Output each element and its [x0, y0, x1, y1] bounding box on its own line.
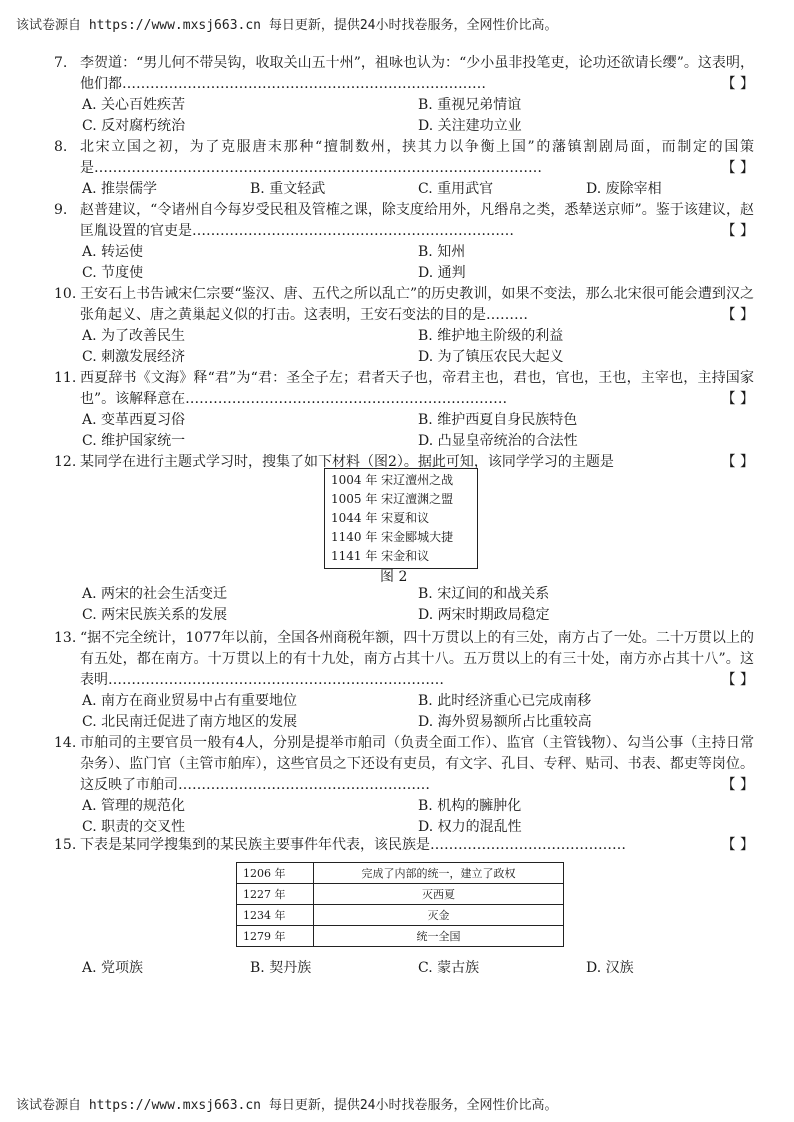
option-c[interactable]: C. 刺激发展经济 [82, 349, 186, 365]
question-10 [54, 284, 754, 368]
table-row [237, 863, 564, 884]
question-number: 10. [54, 286, 77, 302]
question-stem: 北宋立国之初，为了克服唐末那种“擅制数州，挟其力以争衡上国”的藩镇割剧局面，而制定的国策是…………………………………………………………………………………… [80, 139, 754, 176]
table-cell-event: 灭金 [314, 905, 564, 926]
option-c[interactable]: C. 反对腐朽统治 [82, 118, 186, 134]
table-cell-year: 1234 年 [237, 905, 314, 926]
option-b[interactable]: B. 维护西夏自身民族特色 [418, 412, 578, 428]
option-d[interactable]: D. 海外贸易额所占比重较高 [418, 714, 592, 730]
question-stem: 王安石上书告诫宋仁宗要“鉴汉、唐、五代之所以乱亡”的历史教训，如果不变法，那么北宋很可能会遭到汉之张角起义、唐之黄巢起义似的打击。这表明，王安石变法的目的是……… [80, 286, 754, 323]
answer-bracket[interactable]: 【 】 [721, 391, 754, 407]
question-13 [54, 628, 754, 733]
question-11 [54, 368, 754, 452]
table-row [237, 905, 564, 926]
answer-bracket[interactable]: 【 】 [721, 672, 754, 688]
answer-bracket[interactable]: 【 】 [721, 837, 754, 853]
option-b[interactable]: B. 此时经济重心已完成南移 [418, 693, 592, 709]
question-stem: 某同学在进行主题式学习时，搜集了如下材料（图2）。据此可知，该同学学习的主题是 [80, 454, 614, 470]
question-stem: 西夏辞书《文海》释“君”为“君：圣全子左；君者天子也，帝君主也，君也，官也，王也，主宰也，主持国家也”。该解释意在…………………………………………………………… [80, 370, 754, 407]
table-cell-event: 完成了内部的统一，建立了政权 [314, 863, 564, 884]
option-b[interactable]: B. 重文轻武 [250, 181, 326, 197]
question-9 [54, 200, 754, 284]
question-12-options [54, 584, 754, 626]
question-7 [54, 53, 754, 137]
option-d[interactable]: D. 汉族 [586, 960, 634, 976]
option-a[interactable]: A. 为了改善民生 [82, 328, 186, 344]
option-b[interactable]: B. 契丹族 [250, 960, 312, 976]
option-d[interactable]: D. 凸显皇帝统治的合法性 [418, 433, 578, 449]
option-c[interactable]: C. 职责的交叉性 [82, 819, 186, 835]
answer-bracket[interactable]: 【 】 [721, 76, 754, 92]
option-c[interactable]: C. 蒙古族 [418, 960, 480, 976]
option-b[interactable]: B. 维护地主阶级的利益 [418, 328, 564, 344]
option-c[interactable]: C. 重用武官 [418, 181, 494, 197]
table-cell-event: 灭西夏 [314, 884, 564, 905]
figure-caption: 图 2 [380, 569, 408, 585]
option-a[interactable]: A. 转运使 [82, 244, 144, 260]
question-number: 8. [54, 139, 68, 155]
question-8 [54, 137, 754, 200]
question-stem: 李贺道：“男儿何不带吴钩，收取关山五十州”，祖咏也认为：“少小虽非投笔吏，论功还欲请长缨”。这表明，他们都…………………………………………………………………… [80, 55, 754, 92]
option-c[interactable]: C. 北民南迁促进了南方地区的发展 [82, 714, 298, 730]
option-a[interactable]: A. 关心百姓疾苦 [82, 97, 186, 113]
table-cell-year: 1206 年 [237, 863, 314, 884]
question-number: 13. [54, 630, 77, 646]
question-number: 7. [54, 55, 68, 71]
option-b[interactable]: B. 宋辽间的和战关系 [418, 586, 550, 602]
option-d[interactable]: D. 废除宰相 [586, 181, 662, 197]
question-stem: 赵普建议，“令诸州自今每岁受民租及管榷之课，除支度给用外，凡缗帛之类，悉辇送京师”。鉴于该建议，赵匡胤设置的官吏是…………………………………………………………… [80, 202, 754, 239]
page-header: 该试卷源自 https://www.mxsj663.cn 每日更新，提供24小时找卷服务，全网性价比高。 [16, 18, 558, 33]
option-d[interactable]: D. 关注建功立业 [418, 118, 522, 134]
option-b[interactable]: B. 知州 [418, 244, 466, 260]
timeline-entry: 1004 年 宋辽澶州之战 [331, 473, 454, 487]
figure-2-timeline [324, 468, 478, 569]
option-a[interactable]: A. 管理的规范化 [82, 798, 186, 814]
option-b[interactable]: B. 机构的臃肿化 [418, 798, 522, 814]
answer-bracket[interactable]: 【 】 [721, 160, 754, 176]
timeline-entry: 1005 年 宋辽澶渊之盟 [331, 492, 454, 506]
question-14 [54, 733, 754, 838]
timeline-entry: 1140 年 宋金郾城大捷 [331, 530, 454, 544]
question-number: 9. [54, 202, 68, 218]
table-cell-year: 1279 年 [237, 926, 314, 947]
events-table [236, 862, 564, 947]
question-number: 15. [54, 837, 77, 853]
table-row [237, 884, 564, 905]
timeline-entry: 1044 年 宋夏和议 [331, 511, 430, 525]
page-footer: 该试卷源自 https://www.mxsj663.cn 每日更新，提供24小时找卷服务，全网性价比高。 [16, 1098, 558, 1113]
option-c[interactable]: C. 节度使 [82, 265, 144, 281]
option-d[interactable]: D. 为了镇压农民大起义 [418, 349, 564, 365]
option-a[interactable]: A. 南方在商业贸易中占有重要地位 [82, 693, 298, 709]
option-a[interactable]: A. 推崇儒学 [82, 181, 158, 197]
option-d[interactable]: D. 权力的混乱性 [418, 819, 522, 835]
option-c[interactable]: C. 两宋民族关系的发展 [82, 607, 228, 623]
option-a[interactable]: A. 党项族 [82, 960, 144, 976]
answer-bracket[interactable]: 【 】 [721, 307, 754, 323]
question-15-options [54, 958, 754, 979]
question-stem: 下表是某同学搜集到的某民族主要事件年代表，该民族是…………………………………… [80, 837, 626, 853]
question-stem: 市舶司的主要官员一般有4人，分别是提举市舶司（负责全面工作）、监官（主管钱物）、勾当公事（主持日常杂务）、监门官（主管市舶库），这些官员之下还设有吏员，有文字、孔目、专秤、贴司、书表、都吏等岗位。这反映了市舶司……………………………………………… [80, 735, 754, 793]
answer-bracket[interactable]: 【 】 [721, 777, 754, 793]
option-d[interactable]: D. 通判 [418, 265, 466, 281]
question-number: 12. [54, 454, 77, 470]
option-b[interactable]: B. 重视兄弟情谊 [418, 97, 522, 113]
table-row [237, 926, 564, 947]
answer-bracket[interactable]: 【 】 [721, 223, 754, 239]
option-a[interactable]: A. 变革西夏习俗 [82, 412, 186, 428]
option-c[interactable]: C. 维护国家统一 [82, 433, 186, 449]
answer-bracket[interactable]: 【 】 [721, 454, 754, 470]
timeline-entry: 1141 年 宋金和议 [331, 549, 430, 563]
option-d[interactable]: D. 两宋时期政局稳定 [418, 607, 550, 623]
question-number: 11. [54, 370, 77, 386]
question-stem: “据不完全统计，1077年以前，全国各州商税年额，四十万贯以上的有三处，南方占了一处。二十万贯以上的有五处，都在南方。十万贯以上的有十九处，南方占其十八。五万贯以上的有三十处，南方亦占其十八”。这表明……………………………………………………………… [80, 630, 754, 688]
question-15 [54, 835, 754, 856]
option-a[interactable]: A. 两宋的社会生活变迁 [82, 586, 228, 602]
table-cell-year: 1227 年 [237, 884, 314, 905]
table-cell-event: 统一全国 [314, 926, 564, 947]
question-number: 14. [54, 735, 77, 751]
